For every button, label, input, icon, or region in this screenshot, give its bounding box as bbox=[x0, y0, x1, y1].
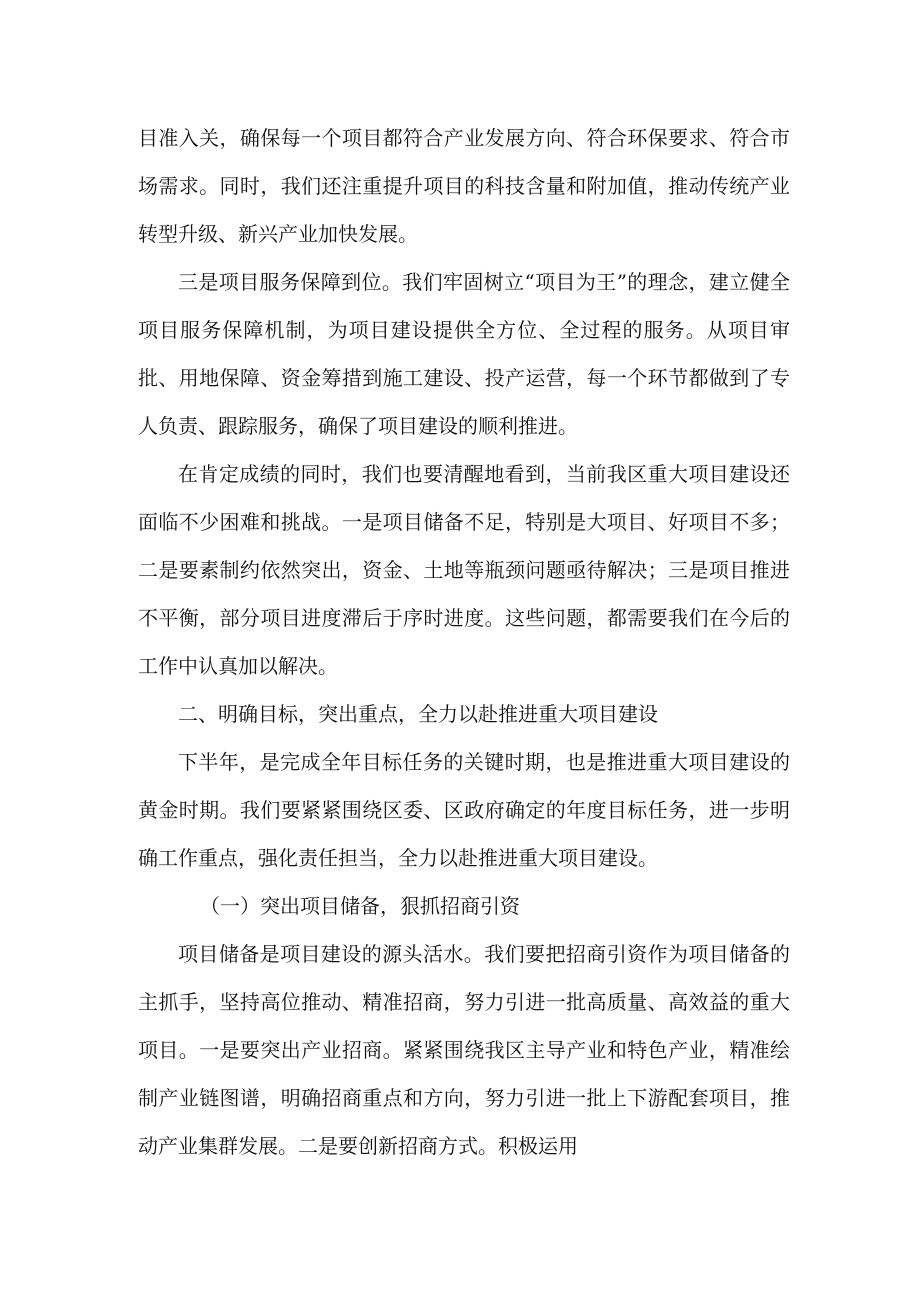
document-page bbox=[138, 114, 790, 1170]
paragraph-second-half-year: 下半年，是完成全年目标任务的关键时期，也是推进重大项目建设的黄金时期。我们要紧紧围绕区委、区政府确定的年度目标任务，进一步明确工作重点，强化责任担当，全力以赴推进重大项目建设。 bbox=[138, 750, 790, 870]
paragraph-service-guarantee: 三是项目服务保障到位。我们牢固树立“项目为王”的理念，建立健全项目服务保障机制，为项目建设提供全方位、全过程的服务。从项目审批、用地保障、资金筹措到施工建设、投产运营，每一个环节都做到了专人负责、跟踪服务，确保了项目建设的顺利推进。 bbox=[138, 270, 790, 438]
section-heading: 二、明确目标，突出重点，全力以赴推进重大项目建设 bbox=[178, 702, 658, 726]
paragraph-challenges: 在肯定成绩的同时，我们也要清醒地看到，当前我区重大项目建设还面临不少困难和挑战。一是项目储备不足，特别是大项目、好项目不多；二是要素制约依然突出，资金、土地等瓶颈问题亟待解决；三是项目推进不平衡，部分项目进度滞后于序时进度。这些问题，都需要我们在今后的工作中认真加以解决。 bbox=[138, 462, 790, 678]
paragraph-project-reserve: 项目储备是项目建设的源头活水。我们要把招商引资作为项目储备的主抓手，坚持高位推动、精准招商，努力引进一批高质量、高效益的重大项目。一是要突出产业招商。紧紧围绕我区主导产业和特色产业，精准绘制产业链图谱，明确招商重点和方向，努力引进一批上下游配套项目，推动产业集群发展。二是要创新招商方式。积极运用 bbox=[138, 942, 790, 1158]
subsection-heading: （一）突出项目储备，狠抓招商引资 bbox=[200, 894, 520, 918]
paragraph-continued: 目准入关，确保每一个项目都符合产业发展方向、符合环保要求、符合市场需求。同时，我们还注重提升项目的科技含量和附加值，推动传统产业转型升级、新兴产业加快发展。 bbox=[138, 126, 790, 246]
